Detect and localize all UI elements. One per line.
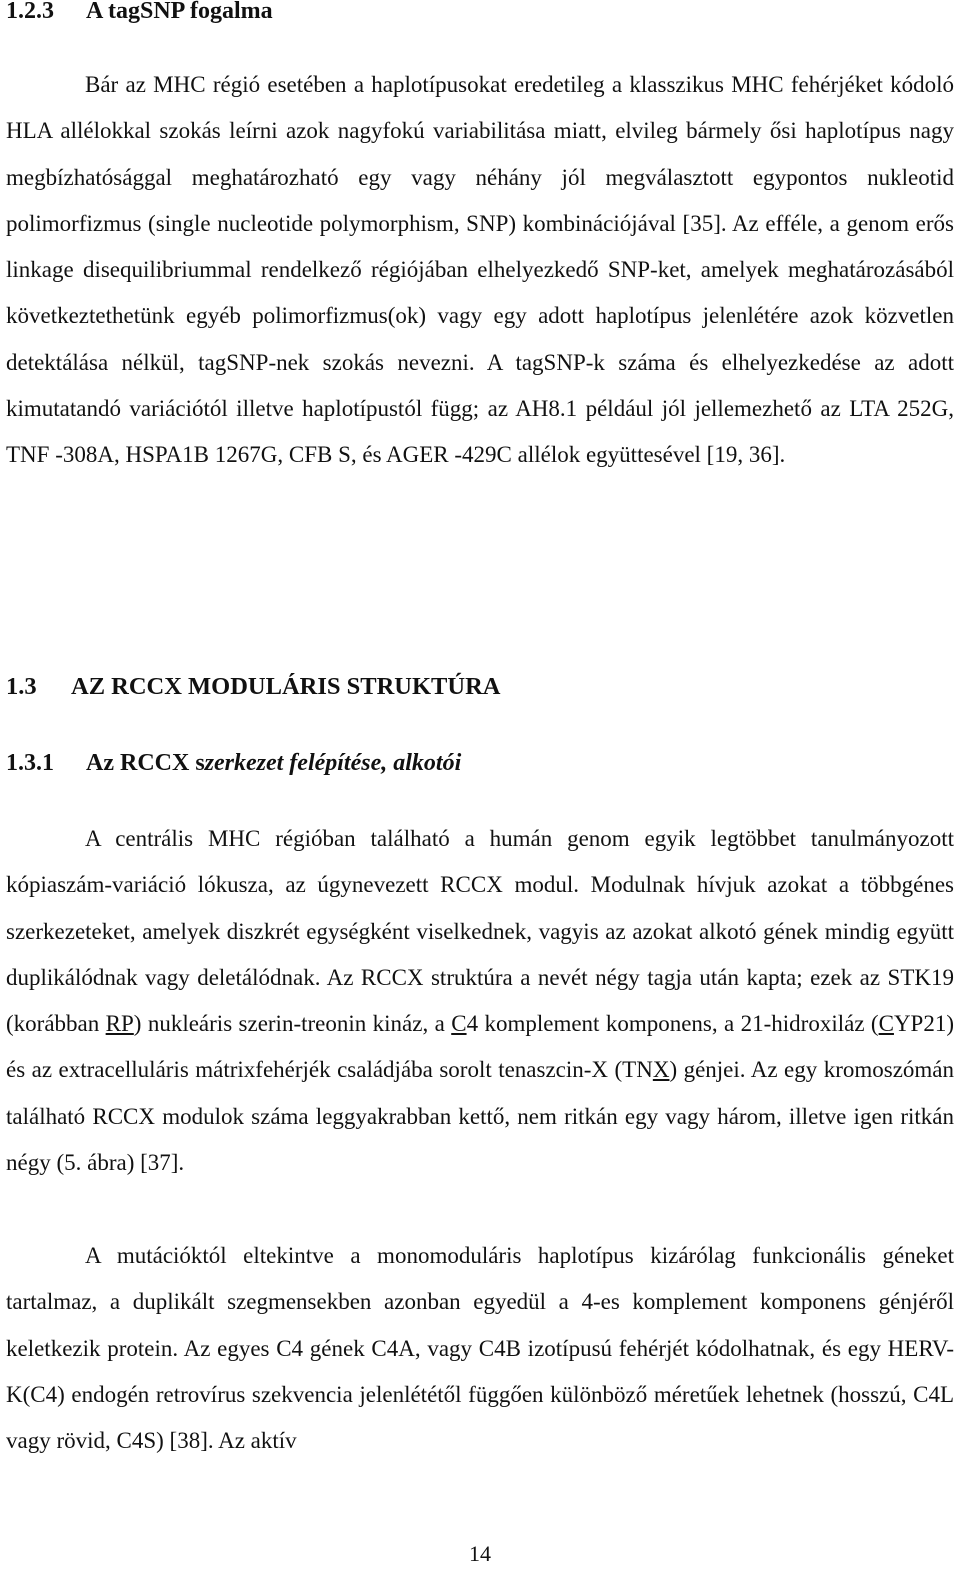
text-run: ) nukleáris szerin-treonin kináz, a [133, 1011, 452, 1037]
paragraph-monomodular: A mutációktól eltekintve a monomoduláris haplotípus kizárólag funkcionális géneket tartalmaz, a duplikált szegmensekben azonban egyedül a 4-es komplement komponens génjéről keletkezik protein. Az egyes C4 gének C4A, vagy C4B izotípusú fehérjét kódolhatnak, és egy HERV-K(C4) endogén retrovírus szekvencia jelenlététől függően különböző méretűek lehetnek (hosszú, C4L vagy rövid, C4S) [38]. Az aktív [6, 1243, 954, 1454]
section-title-italic: zerkezet felépítése, alkotói [204, 750, 462, 776]
page-number: 14 [469, 1541, 491, 1566]
text-run: 4 komplement komponens, a 21-hidroxiláz ( [466, 1011, 879, 1037]
section-heading-1-3 [6, 670, 500, 704]
paragraph-rccx-intro [6, 816, 954, 1186]
section-title: AZ RCCX MODULÁRIS STRUKTÚRA [71, 673, 501, 700]
section-title-plain: Az RCCX s [86, 750, 205, 776]
section-heading-1-2-3 [6, 0, 273, 28]
section-number: 1.2.3 [6, 0, 54, 24]
underlined-letters-rp: RP [105, 1011, 134, 1037]
section-number: 1.3.1 [6, 750, 54, 776]
underlined-letter-c: C [451, 1011, 467, 1037]
text-run: YP21) és az extracelluláris mátrixfehérjék családjába sorolt tenaszcin-X (TN [6, 1011, 954, 1083]
paragraph-tagsnp: Bár az MHC régió esetében a haplotípusokat eredetileg a klasszikus MHC fehérjéket kódoló HLA allélokkal szokás leírni azok nagyfokú variabilitása miatt, elvileg bármely ősi haplotípus nagy megbízhatósággal meghatározható egy vagy néhány jól megválasztott egypontos nukleotid polimorfizmus (single nucleotide polymorphism, SNP) kombinációjával [35]. Az efféle, a genom erős linkage disequilibriummal rendelkező régiójában elhelyezkedő SNP-ket, amelyek meghatározásából következtethetünk egyéb polimorfizmus(ok) vagy egy adott haplotípus jelenlétére azok közvetlen detektálása nélkül, tagSNP-nek szokás nevezni. A tagSNP-k száma és elhelyezkedése az adott kimutatandó variációtól illetve haplotípustól függ; az AH8.1 például jól jellemezhető az LTA 252G, TNF -308A, HSPA1B 1267G, CFB S, és AGER -429C allélok együttesével [19, 36]. [6, 72, 954, 468]
underlined-letter-x: X [652, 1057, 670, 1083]
text-run: A centrális MHC régióban található a humán genom egyik legtöbbet tanulmányozott kópiaszám-variáció lókusza, az úgynevezett RCCX modul. Modulnak hívjuk azokat a többgénes szerkezeteket, amelyek diszkrét egységként viselkednek, vagyis az azokat alkotó gének mindig együtt duplikálódnak vagy deletálódnak. Az RCCX struktúra a nevét négy tagja után kapta; ezek az STK19 (korábban [6, 826, 954, 1037]
section-title: A tagSNP fogalma [86, 0, 273, 24]
section-number: 1.3 [6, 673, 37, 700]
text-run: ) génjei. Az egy kromoszómán található RCCX modulok száma leggyakrabban kettő, nem ritkán egy vagy három, illetve igen ritkán négy (5. ábra) [37]. [6, 1057, 955, 1176]
underlined-letter-cyp-c: C [878, 1011, 894, 1037]
section-heading-1-3-1 [6, 746, 461, 780]
